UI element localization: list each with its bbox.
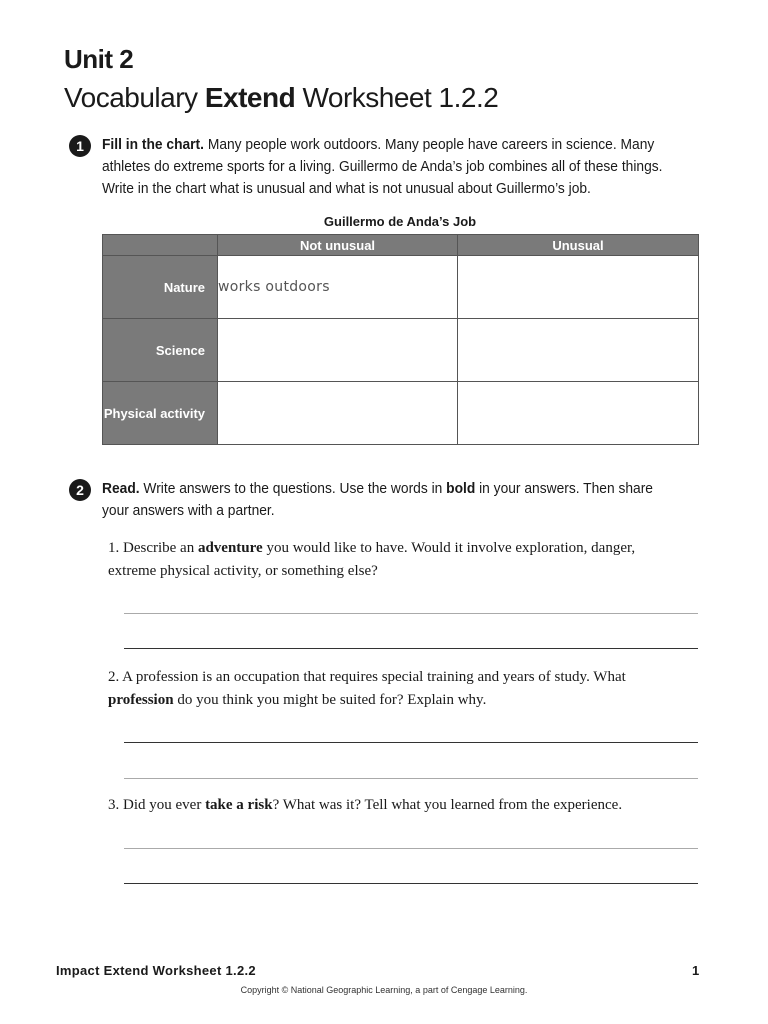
title-bold: Extend	[204, 82, 296, 113]
chart-row-label: Science	[103, 319, 218, 382]
chart-header-row	[103, 235, 699, 256]
question-2	[108, 666, 668, 712]
chart-row-science	[103, 319, 699, 382]
question-3-post: ? What was it? Tell what you learned from the experience.	[272, 797, 623, 813]
answer-line-3a[interactable]	[124, 848, 698, 849]
section-2-text-b: in your answers. Then share your answers with a partner.	[102, 480, 653, 519]
question-3	[108, 794, 668, 817]
answer-line-2a[interactable]	[124, 742, 698, 743]
question-2-keyword: profession	[108, 692, 174, 708]
question-1-pre: 1. Describe an	[108, 540, 198, 556]
question-3-pre: 3. Did you ever	[108, 797, 206, 813]
section-2-bold-word: bold	[446, 480, 476, 497]
answer-line-1a[interactable]	[124, 613, 698, 614]
chart-cell-physical-not-unusual[interactable]	[218, 382, 458, 445]
chart-header-unusual: Unusual	[458, 235, 699, 256]
unit-heading: Unit 2	[64, 44, 134, 74]
chart-row-physical-activity	[103, 382, 699, 445]
section-1-text: Many people work outdoors. Many people have careers in science. Many athletes do extreme sports for a living. Guillermo de Anda’s job combines all of these things. Write in the chart what is unusual and what is not unusual about Guillermo’s job.	[102, 136, 663, 197]
question-1-post: you would like to have. Would it involve exploration, danger, extreme physical activity, or something else?	[108, 540, 636, 579]
title-suffix: Worksheet 1.2.2	[295, 82, 499, 113]
answer-line-3b[interactable]	[124, 883, 698, 884]
answer-line-1b[interactable]	[124, 648, 698, 649]
chart-row-nature	[103, 256, 699, 319]
question-2-post: do you think you might be suited for? Explain why.	[173, 692, 487, 708]
copyright-notice: Copyright © National Geographic Learning, a part of Cengage Learning.	[240, 985, 528, 995]
chart-cell-physical-unusual[interactable]	[458, 382, 699, 445]
chart-row-label: Physical activity	[103, 382, 218, 445]
section-1-lead: Fill in the chart.	[102, 136, 204, 153]
chart-title: Guillermo de Anda’s Job	[323, 214, 477, 229]
chart-cell-science-not-unusual[interactable]	[218, 319, 458, 382]
chart-header-not-unusual: Not unusual	[218, 235, 458, 256]
footer-worksheet-name: Impact Extend Worksheet 1.2.2	[56, 963, 256, 978]
answer-line-2b[interactable]	[124, 778, 698, 779]
chart-table	[102, 234, 699, 445]
chart-header-corner	[103, 235, 218, 256]
question-2-pre: 2. A profession is an occupation that requires special training and years of study. What	[108, 669, 626, 685]
chart-cell-nature-not-unusual[interactable]: works outdoors	[218, 256, 458, 319]
page-number: 1	[692, 963, 700, 978]
chart-row-label: Nature	[103, 256, 218, 319]
section-1-number-badge: 1	[69, 135, 91, 157]
section-1-instructions	[102, 134, 672, 200]
section-2-instructions	[102, 478, 672, 522]
title-prefix: Vocabulary	[64, 82, 205, 113]
question-3-keyword: take a risk	[205, 797, 273, 813]
question-1	[108, 537, 668, 583]
section-2-lead: Read.	[102, 480, 140, 497]
chart-cell-nature-unusual[interactable]	[458, 256, 699, 319]
section-2-text-a: Write answers to the questions. Use the words in	[139, 480, 447, 497]
chart-cell-science-unusual[interactable]	[458, 319, 699, 382]
worksheet-title	[64, 82, 498, 114]
section-2-number-badge: 2	[69, 479, 91, 501]
question-1-keyword: adventure	[197, 540, 263, 556]
